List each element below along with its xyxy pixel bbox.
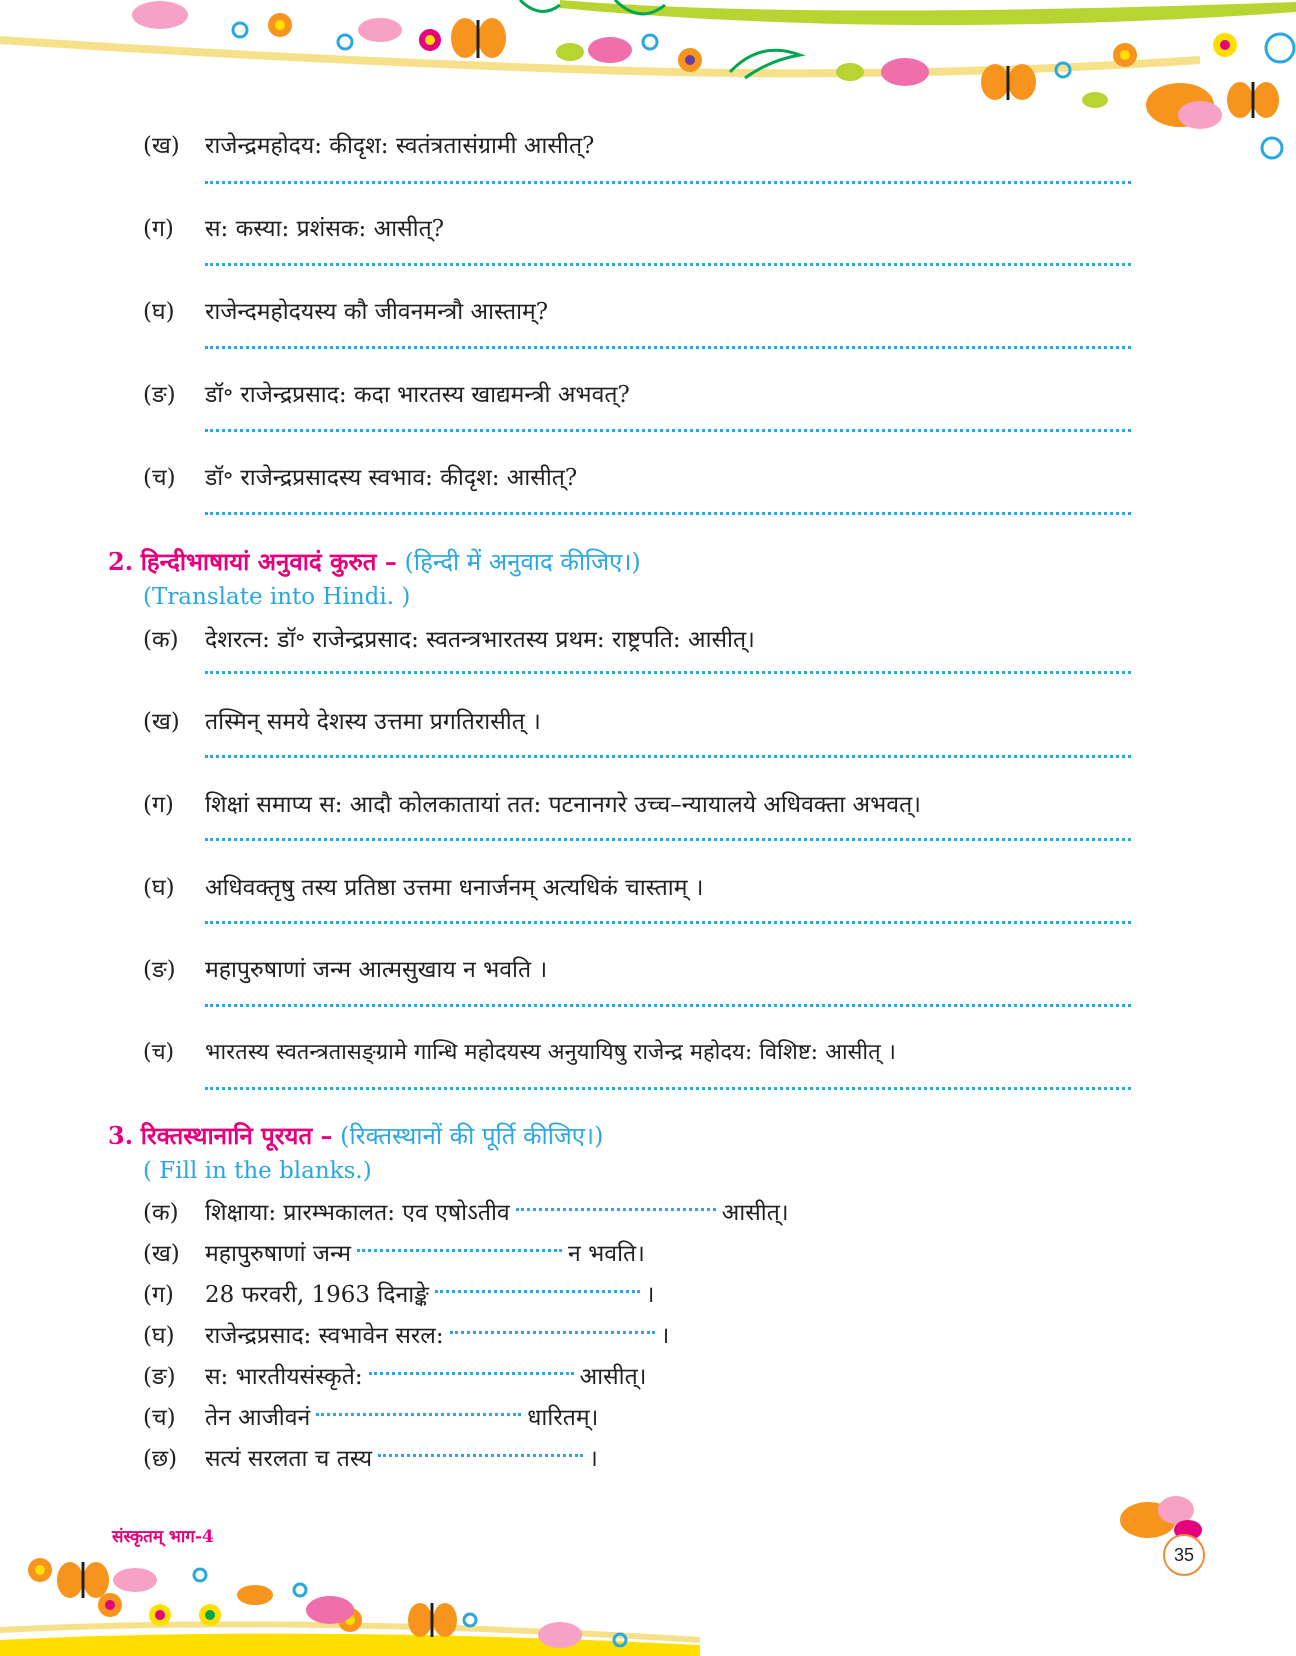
item-before-text: 28 फरवरी, 1963 दिनाङ्के xyxy=(205,1282,429,1308)
item-label: (ग) xyxy=(143,792,174,818)
butterfly-icon xyxy=(1227,82,1279,118)
blank-field[interactable] xyxy=(369,1372,574,1375)
item-label: (क) xyxy=(143,627,179,653)
question-item xyxy=(143,297,548,327)
fill-blank-item xyxy=(143,1321,669,1351)
answer-line[interactable] xyxy=(205,838,1131,841)
flower-icon xyxy=(678,48,702,72)
item-before-text: महापुरुषाणां जन्म xyxy=(205,1241,352,1267)
fill-blank-item xyxy=(143,1362,646,1392)
item-label: (ङ) xyxy=(143,1364,176,1390)
question-text: डॉ॰ राजेन्द्रप्रसाद: कदा भारतस्य खाद्यमन्त्री अभवत्? xyxy=(205,382,630,408)
item-label: (ङ) xyxy=(143,957,176,983)
question-item xyxy=(143,131,594,161)
item-after-text: धारितम्। xyxy=(527,1405,599,1431)
item-label: (घ) xyxy=(143,1323,175,1349)
item-label: (घ) xyxy=(143,875,175,901)
translate-item xyxy=(143,955,547,985)
blank-field[interactable] xyxy=(316,1413,521,1416)
answer-line[interactable] xyxy=(205,346,1131,349)
fill-blank-item xyxy=(143,1198,789,1228)
section-title: हिन्दीभाषायां अनुवादं कुरुत – xyxy=(140,547,397,576)
blank-field[interactable] xyxy=(516,1208,716,1211)
item-text: देशरत्न: डॉ॰ राजेन्द्रप्रसाद: स्वतन्त्रभारतस्य प्रथम: राष्ट्रपति: आसीत्। xyxy=(205,627,755,653)
blank-field[interactable] xyxy=(450,1331,655,1334)
item-before-text: शिक्षाया: प्रारम्भकालत: एव एषोऽतीव xyxy=(205,1200,510,1226)
bottom-decorative-border xyxy=(0,1540,1296,1656)
flower-icon xyxy=(419,29,441,51)
question-text: स: कस्या: प्रशंसक: आसीत्? xyxy=(205,216,445,242)
question-text: डॉ॰ राजेन्द्रप्रसादस्य स्वभाव: कीदृश: आसीत्? xyxy=(205,465,578,491)
item-text: महापुरुषाणां जन्म आत्मसुखाय न भवति । xyxy=(205,957,548,983)
item-text: शिक्षां समाप्य स: आदौ कोलकातायां तत: पटनानगरे उच्च–न्यायालये अधिवक्ता अभवत्। xyxy=(205,792,921,818)
fill-blank-item xyxy=(143,1239,645,1269)
item-label: (ख) xyxy=(143,1241,180,1267)
item-text: तस्मिन् समये देशस्य उत्तमा प्रगतिरासीत् । xyxy=(205,709,541,735)
section-number: 3. xyxy=(108,1121,134,1150)
answer-line[interactable] xyxy=(205,671,1131,674)
question-item xyxy=(143,214,444,244)
flower-icon xyxy=(1213,33,1237,57)
page-number: 35 xyxy=(1163,1534,1205,1576)
item-label: (च) xyxy=(143,1405,176,1431)
answer-line[interactable] xyxy=(205,429,1131,432)
item-label: (ग) xyxy=(143,1282,174,1308)
item-before-text: राजेन्द्रप्रसाद: स्वभावेन सरल: xyxy=(205,1323,444,1349)
translate-item xyxy=(143,707,541,737)
butterfly-icon xyxy=(57,1562,109,1598)
item-after-text: । xyxy=(589,1446,598,1472)
blank-field[interactable] xyxy=(435,1290,640,1293)
blank-field[interactable] xyxy=(357,1249,562,1252)
item-text: अधिवक्तृषु तस्य प्रतिष्ठा उत्तमा धनार्जनम् अत्यधिकं चास्ताम् । xyxy=(205,875,704,901)
question-text: राजेन्द्रमहोदय: कीदृश: स्वतंत्रतासंग्रामी आसीत्? xyxy=(205,133,595,159)
section-2-heading xyxy=(108,546,641,578)
answer-line[interactable] xyxy=(205,755,1131,758)
fill-blank-item xyxy=(143,1280,655,1310)
question-label: (च) xyxy=(143,465,176,491)
answer-line[interactable] xyxy=(205,1004,1131,1007)
question-item xyxy=(143,380,630,410)
fill-blank-item xyxy=(143,1403,598,1433)
section-title: रिक्तस्थानानि पूरयत – xyxy=(140,1121,333,1150)
item-after-text: आसीत्। xyxy=(721,1200,789,1226)
blank-field[interactable] xyxy=(378,1454,583,1457)
question-label: (ङ) xyxy=(143,382,176,408)
answer-line[interactable] xyxy=(205,181,1131,184)
translate-item xyxy=(143,1038,896,1068)
butterfly-icon xyxy=(408,1603,457,1637)
item-label: (छ) xyxy=(143,1446,178,1472)
flower-icon xyxy=(149,1604,171,1626)
question-label: (ख) xyxy=(143,133,180,159)
answer-line[interactable] xyxy=(205,921,1131,924)
item-before-text: तेन आजीवनं xyxy=(205,1405,311,1431)
section-hint-english: (Translate into Hindi. ) xyxy=(143,584,411,610)
item-before-text: सत्यं सरलता च तस्य xyxy=(205,1446,373,1472)
item-label: (च) xyxy=(143,1040,175,1065)
flower-icon xyxy=(28,1558,52,1582)
question-label: (ग) xyxy=(143,216,174,242)
section-hint-english: ( Fill in the blanks.) xyxy=(143,1158,372,1184)
item-after-text: आसीत्। xyxy=(579,1364,647,1390)
question-label: (घ) xyxy=(143,299,175,325)
butterfly-icon xyxy=(451,18,506,58)
flower-icon xyxy=(268,13,292,37)
section-hint-hindi: (हिन्दी में अनुवाद कीजिए।) xyxy=(404,548,641,576)
section-number: 2. xyxy=(108,547,134,576)
question-text: राजेन्दमहोदयस्य कौ जीवनमन्त्रौ आस्ताम्? xyxy=(205,299,549,325)
butterfly-icon xyxy=(981,64,1036,100)
question-item xyxy=(143,463,577,493)
answer-line[interactable] xyxy=(205,512,1131,515)
item-label: (ख) xyxy=(143,709,180,735)
item-label: (क) xyxy=(143,1200,179,1226)
section-hint-hindi: (रिक्तस्थानों की पूर्ति कीजिए।) xyxy=(340,1122,604,1150)
flower-icon xyxy=(98,1593,122,1617)
section-3-heading xyxy=(108,1120,604,1152)
fill-blank-item xyxy=(143,1444,598,1474)
item-after-text: । xyxy=(660,1323,670,1349)
item-after-text: । xyxy=(645,1282,655,1308)
item-text: भारतस्य स्वतन्त्रतासङ्ग्रामे गान्धि महोदयस्य अनुयायिषु राजेन्द्र महोदय: विशिष्ट: आसीत् । xyxy=(205,1040,896,1065)
flower-icon xyxy=(1113,43,1137,67)
item-before-text: स: भारतीयसंस्कृते: xyxy=(205,1364,363,1390)
translate-item xyxy=(143,625,755,655)
item-after-text: न भवति। xyxy=(568,1241,645,1267)
answer-line[interactable] xyxy=(205,1087,1131,1090)
translate-item xyxy=(143,873,703,903)
answer-line[interactable] xyxy=(205,263,1131,266)
translate-item xyxy=(143,790,921,820)
flower-icon xyxy=(199,1604,221,1626)
book-title: संस्कृतम् भाग-4 xyxy=(112,1527,214,1547)
